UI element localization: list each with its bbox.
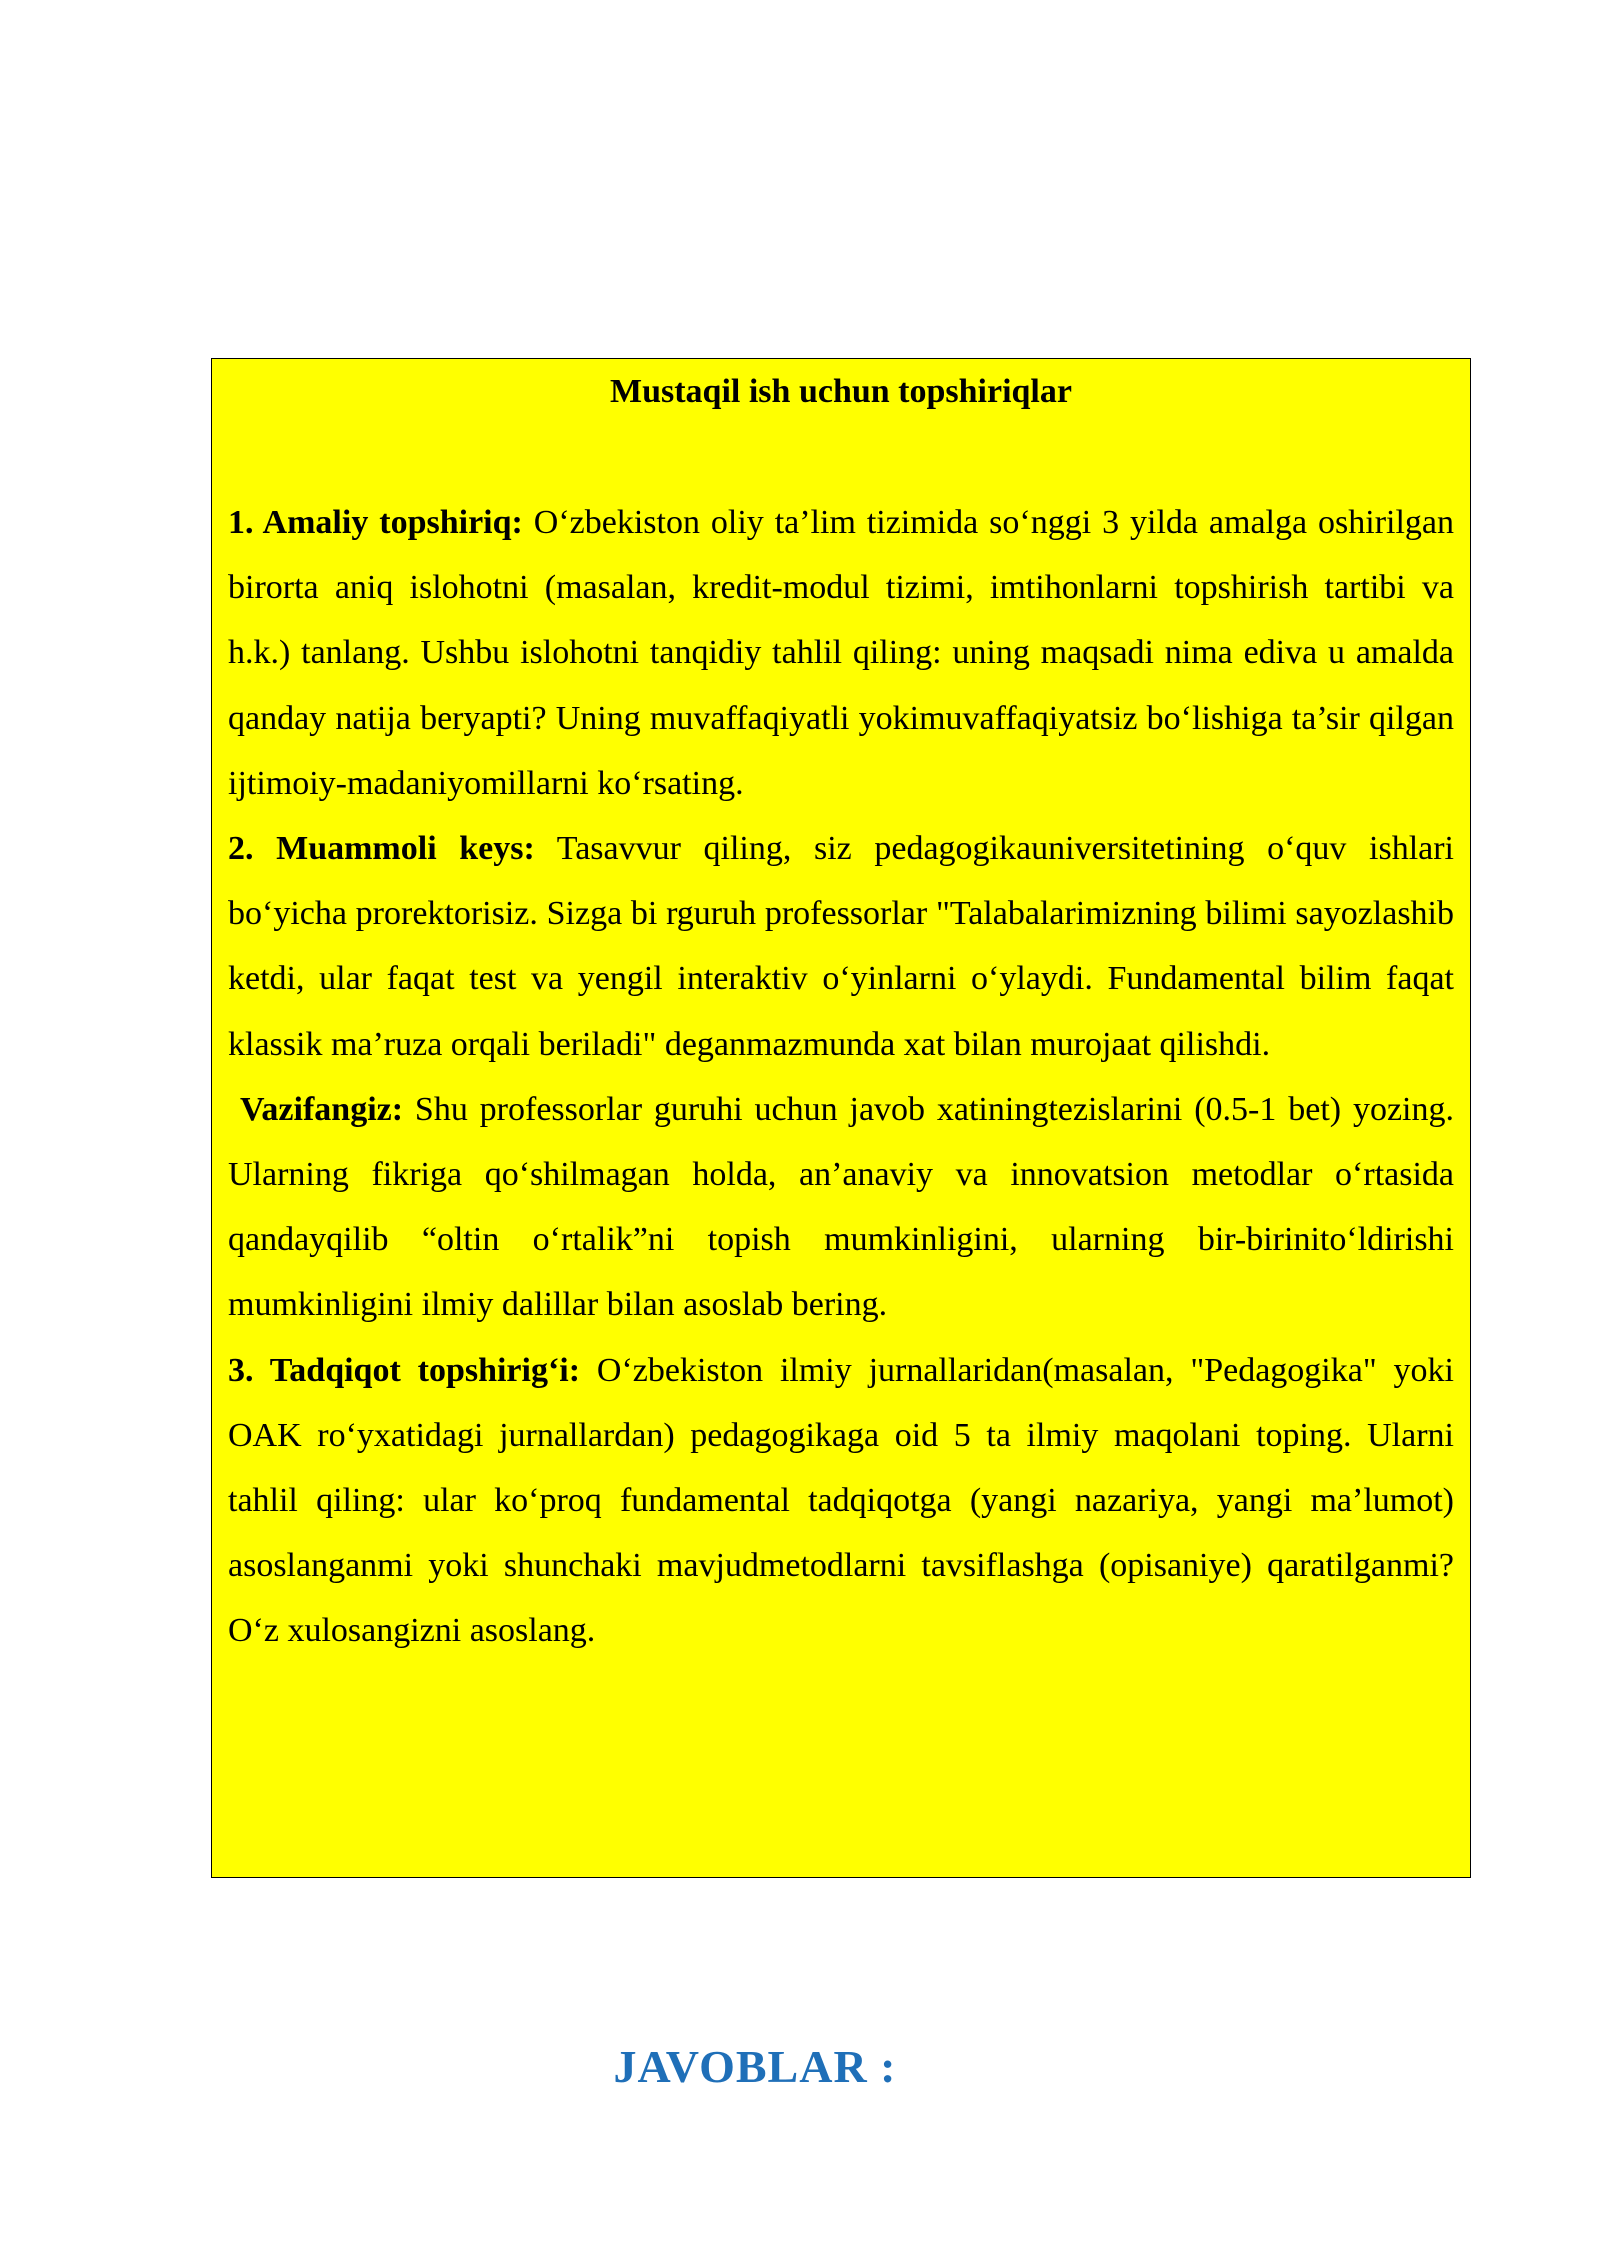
task-3-text: O‘zbekiston ilmiy jurnallaridan(masalan, "Pedagogika" yoki OAK ro‘yxatidagi jurnallardan) pedagogikaga oid 5 ta ilmiy maqolani toping. Ularni tahlil qiling: ular ko‘proq fundamental tadqiqotga (yangi nazariya, yangi ma’lumot) asoslanganmi yoki shunchaki mavjudmetodlarni tavsiflashga (opisaniye) qaratilganmi? O‘z xulosangizni asoslang. bbox=[228, 1351, 1454, 1650]
answers-heading: JAVOBLAR : bbox=[613, 2041, 897, 2092]
task-1-label: 1. Amaliy topshiriq: bbox=[228, 504, 523, 541]
task-1-paragraph bbox=[228, 490, 1454, 816]
title-spacer bbox=[228, 419, 1454, 490]
task-2-duty-text: Shu professorlar guruhi uchun javob xatiningtezislarini (0.5-1 bet) yozing. Ularning fikriga qo‘shilmagan holda, an’anaviy va innovatsion metodlar o‘rtasida qandayqilib “oltin o‘rtalik”ni topish mumkinligini, ularning bir-birinito‘ldirishi mumkinligini ilmiy dalillar bilan asoslab bering. bbox=[228, 1090, 1454, 1324]
task-2-duty-label: Vazifangiz: bbox=[240, 1090, 404, 1128]
task-2-paragraph bbox=[228, 816, 1454, 1077]
task-3-label: 3. Tadqiqot topshirig‘i: bbox=[228, 1351, 581, 1389]
task-1-text: O‘zbekiston oliy ta’lim tizimida so‘nggi 3 yilda amalga oshirilgan birorta aniq islohotni (masalan, kredit-modul tizimi, imtihonlarni topshirish tartibi va h.k.) tanlang. Ushbu islohotni tanqidiy tahlil qiling: uning maqsadi nima ediva u amalda qanday natija beryapti? Uning muvaffaqiyatli yokimuvaffaqiyatsiz bo‘lishiga ta’sir qilgan ijtimoiy-madaniyomillarni ko‘rsating. bbox=[228, 504, 1454, 802]
task-2-duty-paragraph bbox=[228, 1077, 1454, 1338]
task-box bbox=[211, 358, 1471, 1878]
task-2-text: Tasavvur qiling, siz pedagogikauniversitetining o‘quv ishlari bo‘yicha prorektorisiz. Sizga bi rguruh professorlar "Talabalarimizning bilimi sayozlashib ketdi, ular faqat test va yengil interaktiv o‘yinlarni o‘ylaydi. Fundamental bilim faqat klassik ma’ruza orqali beriladi" deganmazmunda xat bilan murojaat qilishdi. bbox=[228, 830, 1455, 1063]
task-3-paragraph bbox=[228, 1338, 1454, 1664]
task-box-title: Mustaqil ish uchun topshiriqlar bbox=[610, 373, 1072, 410]
task-2-label: 2. Muammoli keys: bbox=[228, 830, 535, 868]
